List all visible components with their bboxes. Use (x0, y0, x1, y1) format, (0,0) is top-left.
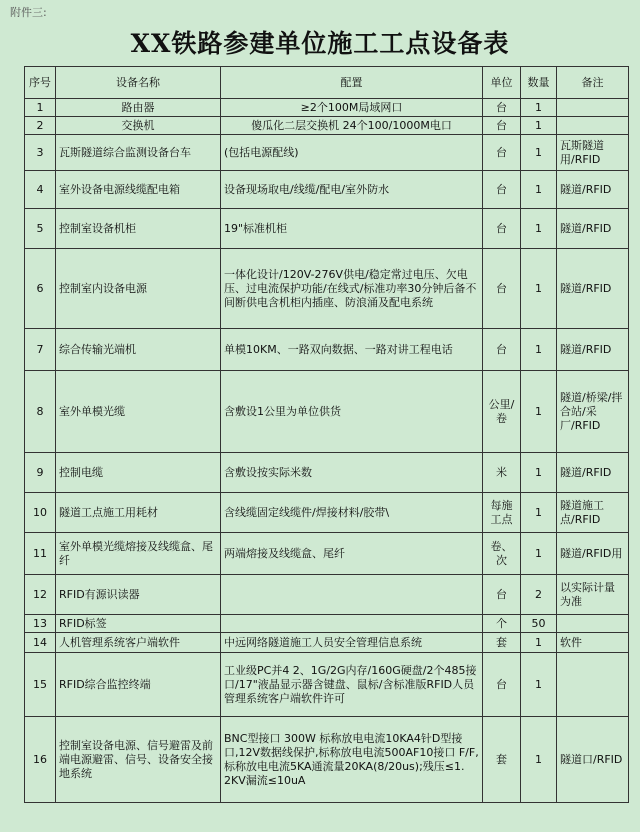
cell-no: 14 (25, 633, 56, 653)
cell-note: 隧道/RFID (557, 329, 629, 371)
header-note: 备注 (557, 67, 629, 99)
cell-config: 含敷设1公里为单位供货 (221, 371, 483, 453)
cell-qty: 1 (521, 371, 557, 453)
cell-no: 6 (25, 249, 56, 329)
table-row (25, 653, 629, 717)
cell-no: 1 (25, 99, 56, 117)
cell-unit: 公里/卷 (483, 371, 521, 453)
cell-qty: 1 (521, 493, 557, 533)
header-no: 序号 (25, 67, 56, 99)
cell-no: 5 (25, 209, 56, 249)
cell-note: 隧道口/RFID (557, 717, 629, 803)
table-row (25, 171, 629, 209)
cell-unit: 台 (483, 171, 521, 209)
cell-note: 隧道/RFID (557, 171, 629, 209)
header-qty: 数量 (521, 67, 557, 99)
cell-no: 13 (25, 615, 56, 633)
cell-qty: 1 (521, 117, 557, 135)
cell-name: 交换机 (56, 117, 221, 135)
cell-qty: 1 (521, 99, 557, 117)
cell-note: 隧道/桥梁/拌合站/采厂/RFID (557, 371, 629, 453)
cell-qty: 1 (521, 653, 557, 717)
table-row (25, 615, 629, 633)
cell-unit: 台 (483, 249, 521, 329)
equipment-table (24, 66, 629, 803)
table-row (25, 249, 629, 329)
cell-config: BNC型接口 300W 标称放电电流10KA4针D型接口,12V数据线保护,标称放电电流500AF10接口 F/F, 标称放电电流5KA通流量20KA(8/20us);残压≤1. 2KV漏流≤10uA (221, 717, 483, 803)
cell-config: 设备现场取电/线缆/配电/室外防水 (221, 171, 483, 209)
cell-note (557, 615, 629, 633)
cell-config (221, 575, 483, 615)
cell-note: 隧道/RFID (557, 453, 629, 493)
cell-name: 路由器 (56, 99, 221, 117)
cell-qty: 1 (521, 453, 557, 493)
cell-qty: 1 (521, 533, 557, 575)
cell-no: 3 (25, 135, 56, 171)
attachment-label: 附件三: (10, 6, 47, 19)
table-row (25, 453, 629, 493)
cell-note (557, 117, 629, 135)
table-row (25, 533, 629, 575)
cell-unit: 台 (483, 653, 521, 717)
cell-note: 隧道施工点/RFID (557, 493, 629, 533)
cell-note: 软件 (557, 633, 629, 653)
cell-note: 瓦斯隧道用/RFID (557, 135, 629, 171)
cell-name: 控制电缆 (56, 453, 221, 493)
cell-unit: 卷、次 (483, 533, 521, 575)
cell-name: RFID有源识读器 (56, 575, 221, 615)
cell-config: 两端熔接及线缆盒、尾纤 (221, 533, 483, 575)
cell-qty: 1 (521, 249, 557, 329)
cell-qty: 1 (521, 633, 557, 653)
cell-config: 含敷设按实际米数 (221, 453, 483, 493)
table-row (25, 717, 629, 803)
cell-no: 9 (25, 453, 56, 493)
cell-note: 以实际计量为准 (557, 575, 629, 615)
table-row (25, 99, 629, 117)
cell-unit: 台 (483, 575, 521, 615)
cell-no: 15 (25, 653, 56, 717)
cell-qty: 1 (521, 135, 557, 171)
cell-qty: 1 (521, 717, 557, 803)
table-row (25, 575, 629, 615)
table-row (25, 329, 629, 371)
cell-name: 室外设备电源线缆配电箱 (56, 171, 221, 209)
cell-note (557, 653, 629, 717)
cell-name: RFID综合监控终端 (56, 653, 221, 717)
cell-unit: 套 (483, 717, 521, 803)
header-config: 配置 (221, 67, 483, 99)
cell-no: 16 (25, 717, 56, 803)
cell-config: 工业级PC并4 2、1G/2G内存/160G硬盘/2个485接口/17"液晶显示器含键盘、鼠标/含标准版RFID人员管理系统客户端软件许可 (221, 653, 483, 717)
cell-name: 综合传输光端机 (56, 329, 221, 371)
cell-unit: 每施工点 (483, 493, 521, 533)
cell-no: 2 (25, 117, 56, 135)
cell-name: RFID标签 (56, 615, 221, 633)
table-row (25, 493, 629, 533)
header-name: 设备名称 (56, 67, 221, 99)
cell-config: 一体化设计/120V-276V供电/稳定常过电压、欠电压、过电流保护功能/在线式/标准功率30分钟后备不间断供电含机柜内插座、防浪涌及配电系统 (221, 249, 483, 329)
table-row (25, 117, 629, 135)
cell-qty: 1 (521, 209, 557, 249)
cell-config: 中远网络隧道施工人员安全管理信息系统 (221, 633, 483, 653)
cell-unit: 台 (483, 117, 521, 135)
cell-unit: 个 (483, 615, 521, 633)
page-title: XX铁路参建单位施工工点设备表 (130, 29, 510, 58)
cell-unit: 台 (483, 209, 521, 249)
cell-no: 8 (25, 371, 56, 453)
cell-unit: 台 (483, 135, 521, 171)
cell-no: 4 (25, 171, 56, 209)
cell-name: 隧道工点施工用耗材 (56, 493, 221, 533)
cell-note: 隧道/RFID (557, 249, 629, 329)
cell-name: 控制室设备机柜 (56, 209, 221, 249)
cell-config: ≥2个100M局域网口 (221, 99, 483, 117)
header-row (25, 67, 629, 99)
cell-name: 人机管理系统客户端软件 (56, 633, 221, 653)
cell-qty: 1 (521, 171, 557, 209)
cell-name: 室外单模光缆熔接及线缆盒、尾纤 (56, 533, 221, 575)
cell-no: 7 (25, 329, 56, 371)
cell-config: 19"标准机柜 (221, 209, 483, 249)
table-row (25, 135, 629, 171)
cell-unit: 台 (483, 329, 521, 371)
cell-no: 10 (25, 493, 56, 533)
cell-name: 控制室设备电源、信号避雷及前端电源避雷、信号、设备安全接地系统 (56, 717, 221, 803)
cell-unit: 套 (483, 633, 521, 653)
table-row (25, 209, 629, 249)
cell-unit: 台 (483, 99, 521, 117)
cell-name: 控制室内设备电源 (56, 249, 221, 329)
cell-note (557, 99, 629, 117)
cell-qty: 2 (521, 575, 557, 615)
cell-config: (包括电源配线) (221, 135, 483, 171)
table-row (25, 371, 629, 453)
cell-no: 11 (25, 533, 56, 575)
cell-note: 隧道/RFID用 (557, 533, 629, 575)
cell-qty: 50 (521, 615, 557, 633)
cell-name: 室外单模光缆 (56, 371, 221, 453)
cell-name: 瓦斯隧道综合监测设备台车 (56, 135, 221, 171)
cell-config: 傻瓜化二层交换机 24个100/1000M电口 (221, 117, 483, 135)
cell-config: 单模10KM、一路双向数据、一路对讲工程电话 (221, 329, 483, 371)
cell-unit: 米 (483, 453, 521, 493)
header-unit: 单位 (483, 67, 521, 99)
table-row (25, 633, 629, 653)
cell-config: 含线缆固定线缆件/焊接材料/胶带\ (221, 493, 483, 533)
cell-note: 隧道/RFID (557, 209, 629, 249)
cell-qty: 1 (521, 329, 557, 371)
cell-no: 12 (25, 575, 56, 615)
cell-config (221, 615, 483, 633)
